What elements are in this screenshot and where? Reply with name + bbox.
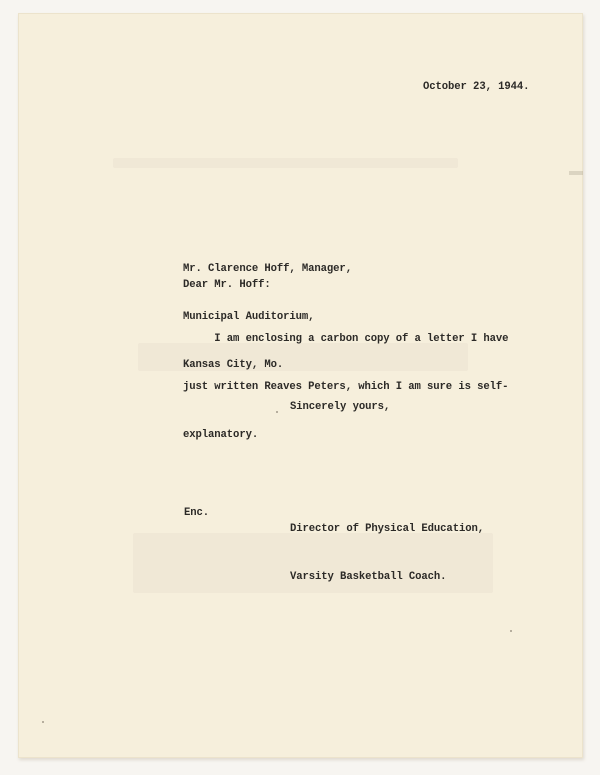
edge-mark — [569, 171, 583, 175]
signature-block — [290, 489, 484, 617]
signature-line: Director of Physical Education, — [290, 523, 484, 535]
letter-body — [183, 299, 508, 475]
address-line: Municipal Auditorium, — [183, 311, 315, 323]
address-line: Mr. Clarence Hoff, Manager, — [183, 263, 352, 275]
enclosure-notation: Enc. — [184, 507, 210, 519]
complimentary-close: Sincerely yours, — [290, 401, 391, 413]
signature-line: Varsity Basketball Coach. — [290, 571, 447, 583]
body-line: I am enclosing a carbon copy of a letter I have — [183, 333, 509, 345]
address-line: Kansas City, Mo. — [183, 359, 284, 371]
paper-speck — [510, 630, 512, 632]
paper-speck — [42, 721, 44, 723]
salutation: Dear Mr. Hoff: — [183, 279, 271, 291]
body-line: explanatory. — [183, 429, 259, 441]
show-through-mark — [113, 158, 458, 168]
letter-page — [18, 13, 583, 758]
letter-date: October 23, 1944. — [423, 81, 530, 93]
paper-speck — [276, 411, 278, 413]
body-line: just written Reaves Peters, which I am sure is self- — [183, 381, 509, 393]
